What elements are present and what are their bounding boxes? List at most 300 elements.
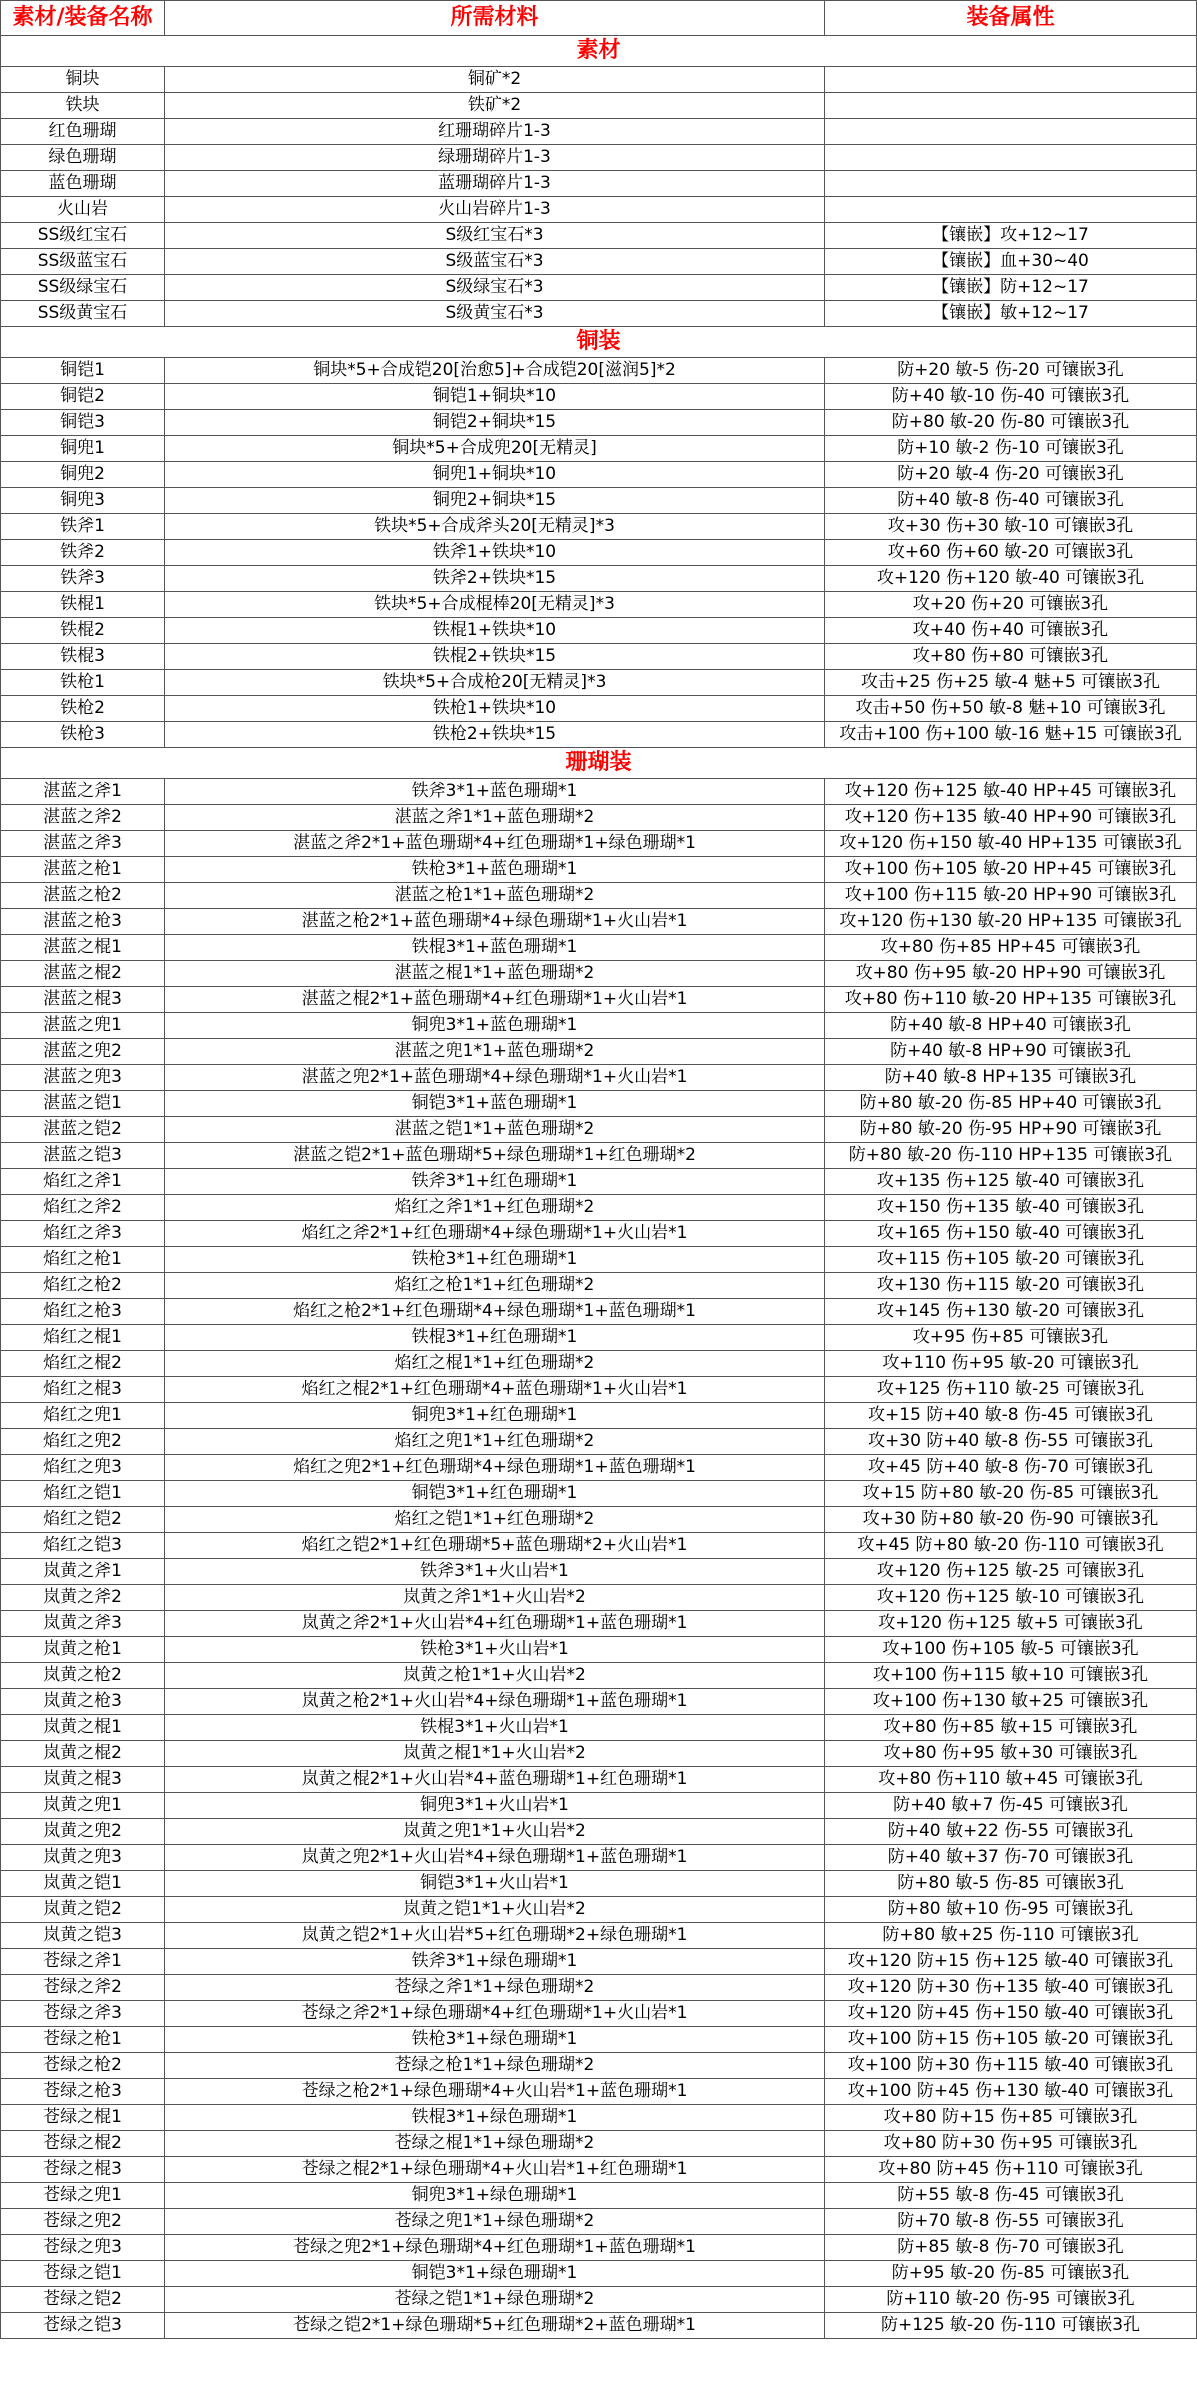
item-name-cell: 岚黄之斧1 — [1, 1559, 165, 1585]
table-row — [1, 1637, 1197, 1663]
table-row — [1, 514, 1197, 540]
table-row — [1, 2131, 1197, 2157]
table-row — [1, 1403, 1197, 1429]
item-name-cell: 苍绿之斧3 — [1, 2001, 165, 2027]
table-row — [1, 436, 1197, 462]
item-name-cell: 苍绿之棍2 — [1, 2131, 165, 2157]
item-name-cell: SS级绿宝石 — [1, 275, 165, 301]
table-row — [1, 883, 1197, 909]
materials-cell: 铜块*5+合成铠20[治愈5]+合成铠20[滋润5]*2 — [165, 358, 825, 384]
table-row — [1, 1507, 1197, 1533]
materials-cell: 铁斧1+铁块*10 — [165, 540, 825, 566]
attributes-cell: 防+80 敏-20 伤-85 HP+40 可镶嵌3孔 — [825, 1091, 1197, 1117]
attributes-cell: 防+20 敏-5 伤-20 可镶嵌3孔 — [825, 358, 1197, 384]
header-row — [1, 1, 1197, 36]
attributes-cell: 攻+80 伤+85 敏+15 可镶嵌3孔 — [825, 1715, 1197, 1741]
attributes-cell — [825, 93, 1197, 119]
materials-cell: 铁枪2+铁块*15 — [165, 722, 825, 748]
item-name-cell: 铜铠3 — [1, 410, 165, 436]
attributes-cell: 防+95 敏-20 伤-85 可镶嵌3孔 — [825, 2261, 1197, 2287]
materials-cell: 铁棍3*1+绿色珊瑚*1 — [165, 2105, 825, 2131]
item-name-cell: 铁枪3 — [1, 722, 165, 748]
table-row — [1, 2235, 1197, 2261]
materials-cell: S级绿宝石*3 — [165, 275, 825, 301]
item-name-cell: 岚黄之兜3 — [1, 1845, 165, 1871]
attributes-cell: 攻+120 防+45 伤+150 敏-40 可镶嵌3孔 — [825, 2001, 1197, 2027]
item-name-cell: 焰红之斧2 — [1, 1195, 165, 1221]
materials-cell: 苍绿之铠2*1+绿色珊瑚*5+红色珊瑚*2+蓝色珊瑚*1 — [165, 2313, 825, 2339]
materials-cell: 铜铠3*1+火山岩*1 — [165, 1871, 825, 1897]
item-name-cell: 火山岩 — [1, 197, 165, 223]
materials-cell: 铜铠3*1+蓝色珊瑚*1 — [165, 1091, 825, 1117]
table-row — [1, 1975, 1197, 2001]
materials-cell: 铁斧3*1+绿色珊瑚*1 — [165, 1949, 825, 1975]
table-row — [1, 779, 1197, 805]
table-row — [1, 2183, 1197, 2209]
attributes-cell: 【镶嵌】敏+12~17 — [825, 301, 1197, 327]
item-name-cell: 湛蓝之斧3 — [1, 831, 165, 857]
attributes-cell — [825, 145, 1197, 171]
section-row — [1, 36, 1197, 67]
table-row — [1, 145, 1197, 171]
attributes-cell: 攻+30 防+80 敏-20 伤-90 可镶嵌3孔 — [825, 1507, 1197, 1533]
table-row — [1, 1611, 1197, 1637]
attributes-cell: 防+80 敏+25 伤-110 可镶嵌3孔 — [825, 1923, 1197, 1949]
attributes-cell: 【镶嵌】防+12~17 — [825, 275, 1197, 301]
item-name-cell: 岚黄之铠1 — [1, 1871, 165, 1897]
attributes-cell: 攻+120 防+15 伤+125 敏-40 可镶嵌3孔 — [825, 1949, 1197, 1975]
materials-cell: 绿珊瑚碎片1-3 — [165, 145, 825, 171]
table-row — [1, 2001, 1197, 2027]
table-row — [1, 961, 1197, 987]
materials-cell: 苍绿之斧2*1+绿色珊瑚*4+红色珊瑚*1+火山岩*1 — [165, 2001, 825, 2027]
item-name-cell: 岚黄之斧2 — [1, 1585, 165, 1611]
materials-cell: 湛蓝之棍1*1+蓝色珊瑚*2 — [165, 961, 825, 987]
item-name-cell: 苍绿之枪2 — [1, 2053, 165, 2079]
materials-cell: 铁枪3*1+绿色珊瑚*1 — [165, 2027, 825, 2053]
item-name-cell: 铁斧3 — [1, 566, 165, 592]
materials-cell: S级黄宝石*3 — [165, 301, 825, 327]
materials-cell: 岚黄之斧2*1+火山岩*4+红色珊瑚*1+蓝色珊瑚*1 — [165, 1611, 825, 1637]
materials-cell: 岚黄之铠2*1+火山岩*5+红色珊瑚*2+绿色珊瑚*1 — [165, 1923, 825, 1949]
table-row — [1, 1533, 1197, 1559]
materials-cell: 焰红之枪2*1+红色珊瑚*4+绿色珊瑚*1+蓝色珊瑚*1 — [165, 1299, 825, 1325]
attributes-cell: 防+110 敏-20 伤-95 可镶嵌3孔 — [825, 2287, 1197, 2313]
table-row — [1, 1429, 1197, 1455]
materials-cell: 铜铠3*1+红色珊瑚*1 — [165, 1481, 825, 1507]
attributes-cell: 攻+110 伤+95 敏-20 可镶嵌3孔 — [825, 1351, 1197, 1377]
attributes-cell: 攻+80 防+15 伤+85 可镶嵌3孔 — [825, 2105, 1197, 2131]
attributes-cell: 【镶嵌】攻+12~17 — [825, 223, 1197, 249]
attributes-cell: 防+40 敏-10 伤-40 可镶嵌3孔 — [825, 384, 1197, 410]
item-name-cell: 苍绿之枪3 — [1, 2079, 165, 2105]
materials-cell: 红珊瑚碎片1-3 — [165, 119, 825, 145]
table-row — [1, 2287, 1197, 2313]
item-name-cell: 湛蓝之兜2 — [1, 1039, 165, 1065]
table-row — [1, 592, 1197, 618]
table-row — [1, 2261, 1197, 2287]
section-title: 铜装 — [1, 327, 1197, 358]
materials-cell: 焰红之棍2*1+红色珊瑚*4+蓝色珊瑚*1+火山岩*1 — [165, 1377, 825, 1403]
attributes-cell: 防+40 敏+37 伤-70 可镶嵌3孔 — [825, 1845, 1197, 1871]
item-name-cell: 湛蓝之枪2 — [1, 883, 165, 909]
table-row — [1, 1663, 1197, 1689]
table-row — [1, 1481, 1197, 1507]
table-row — [1, 2157, 1197, 2183]
materials-cell: 铁块*5+合成枪20[无精灵]*3 — [165, 670, 825, 696]
table-row — [1, 223, 1197, 249]
materials-cell: 湛蓝之斧2*1+蓝色珊瑚*4+红色珊瑚*1+绿色珊瑚*1 — [165, 831, 825, 857]
attributes-cell: 防+80 敏-20 伤-95 HP+90 可镶嵌3孔 — [825, 1117, 1197, 1143]
attributes-cell: 防+125 敏-20 伤-110 可镶嵌3孔 — [825, 2313, 1197, 2339]
materials-cell: 铁枪3*1+火山岩*1 — [165, 1637, 825, 1663]
item-name-cell: 岚黄之斧3 — [1, 1611, 165, 1637]
attributes-cell: 防+80 敏-20 伤-110 HP+135 可镶嵌3孔 — [825, 1143, 1197, 1169]
item-name-cell: 岚黄之枪2 — [1, 1663, 165, 1689]
table-row — [1, 1767, 1197, 1793]
table-row — [1, 1299, 1197, 1325]
table-row — [1, 566, 1197, 592]
materials-cell: 湛蓝之兜2*1+蓝色珊瑚*4+绿色珊瑚*1+火山岩*1 — [165, 1065, 825, 1091]
item-name-cell: 铁棍2 — [1, 618, 165, 644]
materials-cell: 岚黄之枪2*1+火山岩*4+绿色珊瑚*1+蓝色珊瑚*1 — [165, 1689, 825, 1715]
item-name-cell: 湛蓝之棍3 — [1, 987, 165, 1013]
item-name-cell: 铜块 — [1, 67, 165, 93]
table-row — [1, 2027, 1197, 2053]
table-row — [1, 1741, 1197, 1767]
item-name-cell: 铁枪1 — [1, 670, 165, 696]
table-row — [1, 1455, 1197, 1481]
item-name-cell: 湛蓝之棍1 — [1, 935, 165, 961]
header-name: 素材/装备名称 — [1, 1, 165, 36]
attributes-cell: 攻+165 伤+150 敏-40 可镶嵌3孔 — [825, 1221, 1197, 1247]
table-row — [1, 1325, 1197, 1351]
table-row — [1, 1091, 1197, 1117]
attributes-cell: 防+40 敏-8 HP+135 可镶嵌3孔 — [825, 1065, 1197, 1091]
item-name-cell: 铜铠2 — [1, 384, 165, 410]
table-row — [1, 2209, 1197, 2235]
section-title: 珊瑚装 — [1, 748, 1197, 779]
materials-cell: 湛蓝之铠2*1+蓝色珊瑚*5+绿色珊瑚*1+红色珊瑚*2 — [165, 1143, 825, 1169]
item-name-cell: 苍绿之铠1 — [1, 2261, 165, 2287]
materials-cell: 岚黄之兜2*1+火山岩*4+绿色珊瑚*1+蓝色珊瑚*1 — [165, 1845, 825, 1871]
item-name-cell: 焰红之枪2 — [1, 1273, 165, 1299]
attributes-cell: 攻+60 伤+60 敏-20 可镶嵌3孔 — [825, 540, 1197, 566]
item-name-cell: 焰红之兜2 — [1, 1429, 165, 1455]
table-row — [1, 1923, 1197, 1949]
section-row — [1, 748, 1197, 779]
materials-cell: 焰红之铠1*1+红色珊瑚*2 — [165, 1507, 825, 1533]
attributes-cell: 攻击+50 伤+50 敏-8 魅+10 可镶嵌3孔 — [825, 696, 1197, 722]
table-row — [1, 644, 1197, 670]
table-row — [1, 987, 1197, 1013]
table-row — [1, 909, 1197, 935]
attributes-cell: 防+70 敏-8 伤-55 可镶嵌3孔 — [825, 2209, 1197, 2235]
table-row — [1, 67, 1197, 93]
materials-cell: 苍绿之兜1*1+绿色珊瑚*2 — [165, 2209, 825, 2235]
table-row — [1, 93, 1197, 119]
item-name-cell: 铁枪2 — [1, 696, 165, 722]
item-name-cell: 岚黄之棍3 — [1, 1767, 165, 1793]
materials-cell: 湛蓝之斧1*1+蓝色珊瑚*2 — [165, 805, 825, 831]
materials-cell: 铜矿*2 — [165, 67, 825, 93]
table-row — [1, 618, 1197, 644]
item-name-cell: 湛蓝之兜3 — [1, 1065, 165, 1091]
attributes-cell: 攻+120 伤+125 敏-10 可镶嵌3孔 — [825, 1585, 1197, 1611]
table-row — [1, 197, 1197, 223]
attributes-cell: 攻+80 伤+80 可镶嵌3孔 — [825, 644, 1197, 670]
materials-cell: 铜块*5+合成兜20[无精灵] — [165, 436, 825, 462]
materials-cell: 铁棍3*1+火山岩*1 — [165, 1715, 825, 1741]
attributes-cell: 攻+135 伤+125 敏-40 可镶嵌3孔 — [825, 1169, 1197, 1195]
attributes-cell: 攻+15 防+40 敏-8 伤-45 可镶嵌3孔 — [825, 1403, 1197, 1429]
table-row — [1, 488, 1197, 514]
attributes-cell: 攻+150 伤+135 敏-40 可镶嵌3孔 — [825, 1195, 1197, 1221]
materials-cell: 铁斧3*1+火山岩*1 — [165, 1559, 825, 1585]
table-row — [1, 1013, 1197, 1039]
item-name-cell: 岚黄之棍1 — [1, 1715, 165, 1741]
attributes-cell: 攻击+100 伤+100 敏-16 魅+15 可镶嵌3孔 — [825, 722, 1197, 748]
attributes-cell: 攻+120 伤+125 敏+5 可镶嵌3孔 — [825, 1611, 1197, 1637]
table-row — [1, 301, 1197, 327]
attributes-cell: 攻+125 伤+110 敏-25 可镶嵌3孔 — [825, 1377, 1197, 1403]
item-name-cell: 焰红之枪3 — [1, 1299, 165, 1325]
attributes-cell — [825, 67, 1197, 93]
item-name-cell: 苍绿之铠3 — [1, 2313, 165, 2339]
table-row — [1, 540, 1197, 566]
attributes-cell: 攻+130 伤+115 敏-20 可镶嵌3孔 — [825, 1273, 1197, 1299]
table-row — [1, 1195, 1197, 1221]
materials-cell: 焰红之枪1*1+红色珊瑚*2 — [165, 1273, 825, 1299]
materials-cell: 铁枪1+铁块*10 — [165, 696, 825, 722]
item-name-cell: 岚黄之铠2 — [1, 1897, 165, 1923]
attributes-cell: 防+80 敏-20 伤-80 可镶嵌3孔 — [825, 410, 1197, 436]
table-row — [1, 1689, 1197, 1715]
attributes-cell: 攻+30 防+40 敏-8 伤-55 可镶嵌3孔 — [825, 1429, 1197, 1455]
item-name-cell: 苍绿之枪1 — [1, 2027, 165, 2053]
materials-cell: 苍绿之枪2*1+绿色珊瑚*4+火山岩*1+蓝色珊瑚*1 — [165, 2079, 825, 2105]
attributes-cell: 攻+120 伤+135 敏-40 HP+90 可镶嵌3孔 — [825, 805, 1197, 831]
item-name-cell: 焰红之棍2 — [1, 1351, 165, 1377]
table-row — [1, 1039, 1197, 1065]
attributes-cell: 攻+100 防+45 伤+130 敏-40 可镶嵌3孔 — [825, 2079, 1197, 2105]
materials-cell: 湛蓝之枪1*1+蓝色珊瑚*2 — [165, 883, 825, 909]
item-name-cell: 湛蓝之斧2 — [1, 805, 165, 831]
item-name-cell: 苍绿之兜2 — [1, 2209, 165, 2235]
attributes-cell: 防+40 敏-8 HP+40 可镶嵌3孔 — [825, 1013, 1197, 1039]
attributes-cell: 防+40 敏+22 伤-55 可镶嵌3孔 — [825, 1819, 1197, 1845]
item-name-cell: 焰红之铠2 — [1, 1507, 165, 1533]
attributes-cell: 【镶嵌】血+30~40 — [825, 249, 1197, 275]
table-row — [1, 1065, 1197, 1091]
table-row — [1, 1143, 1197, 1169]
attributes-cell: 攻+145 伤+130 敏-20 可镶嵌3孔 — [825, 1299, 1197, 1325]
table-row — [1, 1715, 1197, 1741]
materials-cell: 苍绿之斧1*1+绿色珊瑚*2 — [165, 1975, 825, 2001]
item-name-cell: 焰红之斧3 — [1, 1221, 165, 1247]
materials-cell: 岚黄之棍2*1+火山岩*4+蓝色珊瑚*1+红色珊瑚*1 — [165, 1767, 825, 1793]
item-name-cell: 苍绿之棍3 — [1, 2157, 165, 2183]
materials-cell: 铁棍3*1+红色珊瑚*1 — [165, 1325, 825, 1351]
item-name-cell: 铁棍1 — [1, 592, 165, 618]
attributes-cell: 防+55 敏-8 伤-45 可镶嵌3孔 — [825, 2183, 1197, 2209]
attributes-cell: 防+80 敏+10 伤-95 可镶嵌3孔 — [825, 1897, 1197, 1923]
attributes-cell: 防+40 敏-8 HP+90 可镶嵌3孔 — [825, 1039, 1197, 1065]
attributes-cell: 攻+20 伤+20 可镶嵌3孔 — [825, 592, 1197, 618]
materials-cell: 铁块*5+合成斧头20[无精灵]*3 — [165, 514, 825, 540]
materials-cell: 铁斧3*1+红色珊瑚*1 — [165, 1169, 825, 1195]
header-materials: 所需材料 — [165, 1, 825, 36]
materials-cell: 铜兜3*1+红色珊瑚*1 — [165, 1403, 825, 1429]
table-row — [1, 1273, 1197, 1299]
materials-cell: 湛蓝之兜1*1+蓝色珊瑚*2 — [165, 1039, 825, 1065]
item-name-cell: 铁斧1 — [1, 514, 165, 540]
attributes-cell: 攻击+25 伤+25 敏-4 魅+5 可镶嵌3孔 — [825, 670, 1197, 696]
materials-cell: 铜铠2+铜块*15 — [165, 410, 825, 436]
table-row — [1, 670, 1197, 696]
materials-cell: 焰红之棍1*1+红色珊瑚*2 — [165, 1351, 825, 1377]
item-name-cell: 焰红之棍3 — [1, 1377, 165, 1403]
item-name-cell: 湛蓝之铠3 — [1, 1143, 165, 1169]
attributes-cell: 防+80 敏-5 伤-85 可镶嵌3孔 — [825, 1871, 1197, 1897]
item-name-cell: 铜兜3 — [1, 488, 165, 514]
table-row — [1, 935, 1197, 961]
materials-cell: 岚黄之斧1*1+火山岩*2 — [165, 1585, 825, 1611]
materials-cell: 铁棍3*1+蓝色珊瑚*1 — [165, 935, 825, 961]
table-row — [1, 696, 1197, 722]
table-row — [1, 249, 1197, 275]
attributes-cell: 攻+120 伤+125 敏-40 HP+45 可镶嵌3孔 — [825, 779, 1197, 805]
attributes-cell: 攻+80 伤+85 HP+45 可镶嵌3孔 — [825, 935, 1197, 961]
materials-cell: 蓝珊瑚碎片1-3 — [165, 171, 825, 197]
table-row — [1, 1793, 1197, 1819]
table-row — [1, 831, 1197, 857]
materials-cell: 铁枪3*1+红色珊瑚*1 — [165, 1247, 825, 1273]
table-row — [1, 1377, 1197, 1403]
materials-cell: 苍绿之兜2*1+绿色珊瑚*4+红色珊瑚*1+蓝色珊瑚*1 — [165, 2235, 825, 2261]
table-row — [1, 1221, 1197, 1247]
item-name-cell: 铜铠1 — [1, 358, 165, 384]
item-name-cell: 铜兜1 — [1, 436, 165, 462]
table-row — [1, 462, 1197, 488]
materials-cell: 苍绿之枪1*1+绿色珊瑚*2 — [165, 2053, 825, 2079]
table-row — [1, 1247, 1197, 1273]
item-name-cell: 铁棍3 — [1, 644, 165, 670]
table-row — [1, 410, 1197, 436]
materials-cell: 湛蓝之棍2*1+蓝色珊瑚*4+红色珊瑚*1+火山岩*1 — [165, 987, 825, 1013]
attributes-cell: 攻+15 防+80 敏-20 伤-85 可镶嵌3孔 — [825, 1481, 1197, 1507]
table-row — [1, 119, 1197, 145]
materials-cell: 铁棍2+铁块*15 — [165, 644, 825, 670]
item-name-cell: 岚黄之兜2 — [1, 1819, 165, 1845]
materials-cell: 火山岩碎片1-3 — [165, 197, 825, 223]
attributes-cell: 攻+80 伤+95 敏+30 可镶嵌3孔 — [825, 1741, 1197, 1767]
attributes-cell: 攻+80 防+45 伤+110 可镶嵌3孔 — [825, 2157, 1197, 2183]
item-name-cell: 苍绿之铠2 — [1, 2287, 165, 2313]
materials-cell: 铁矿*2 — [165, 93, 825, 119]
table-row — [1, 275, 1197, 301]
table-row — [1, 1949, 1197, 1975]
materials-cell: 苍绿之铠1*1+绿色珊瑚*2 — [165, 2287, 825, 2313]
materials-cell: 铁斧2+铁块*15 — [165, 566, 825, 592]
item-name-cell: 湛蓝之枪1 — [1, 857, 165, 883]
item-name-cell: 焰红之兜1 — [1, 1403, 165, 1429]
attributes-cell: 攻+45 防+80 敏-20 伤-110 可镶嵌3孔 — [825, 1533, 1197, 1559]
table-row — [1, 1585, 1197, 1611]
item-name-cell: 苍绿之兜3 — [1, 2235, 165, 2261]
attributes-cell — [825, 197, 1197, 223]
item-name-cell: 苍绿之棍1 — [1, 2105, 165, 2131]
table-row — [1, 2079, 1197, 2105]
table-row — [1, 358, 1197, 384]
materials-cell: 岚黄之兜1*1+火山岩*2 — [165, 1819, 825, 1845]
attributes-cell: 攻+80 伤+110 敏+45 可镶嵌3孔 — [825, 1767, 1197, 1793]
item-name-cell: 湛蓝之枪3 — [1, 909, 165, 935]
item-name-cell: 蓝色珊瑚 — [1, 171, 165, 197]
attributes-cell: 防+10 敏-2 伤-10 可镶嵌3孔 — [825, 436, 1197, 462]
table-row — [1, 1169, 1197, 1195]
table-row — [1, 1117, 1197, 1143]
item-name-cell: 铁块 — [1, 93, 165, 119]
table-row — [1, 2105, 1197, 2131]
section-row — [1, 327, 1197, 358]
materials-cell: S级蓝宝石*3 — [165, 249, 825, 275]
item-name-cell: 焰红之枪1 — [1, 1247, 165, 1273]
materials-cell: 湛蓝之铠1*1+蓝色珊瑚*2 — [165, 1117, 825, 1143]
attributes-cell: 防+20 敏-4 伤-20 可镶嵌3孔 — [825, 462, 1197, 488]
item-name-cell: 岚黄之铠3 — [1, 1923, 165, 1949]
materials-cell: 岚黄之棍1*1+火山岩*2 — [165, 1741, 825, 1767]
item-name-cell: 焰红之兜3 — [1, 1455, 165, 1481]
item-name-cell: SS级蓝宝石 — [1, 249, 165, 275]
attributes-cell: 攻+100 伤+105 敏-5 可镶嵌3孔 — [825, 1637, 1197, 1663]
item-name-cell: 苍绿之斧1 — [1, 1949, 165, 1975]
item-name-cell: 岚黄之兜1 — [1, 1793, 165, 1819]
item-name-cell: 焰红之铠3 — [1, 1533, 165, 1559]
attributes-cell: 攻+100 伤+115 敏+10 可镶嵌3孔 — [825, 1663, 1197, 1689]
materials-cell: S级红宝石*3 — [165, 223, 825, 249]
item-name-cell: 岚黄之枪3 — [1, 1689, 165, 1715]
item-name-cell: 焰红之斧1 — [1, 1169, 165, 1195]
table-row — [1, 1897, 1197, 1923]
attributes-cell: 攻+120 伤+150 敏-40 HP+135 可镶嵌3孔 — [825, 831, 1197, 857]
attributes-cell: 攻+100 伤+105 敏-20 HP+45 可镶嵌3孔 — [825, 857, 1197, 883]
materials-cell: 岚黄之铠1*1+火山岩*2 — [165, 1897, 825, 1923]
attributes-cell: 攻+115 伤+105 敏-20 可镶嵌3孔 — [825, 1247, 1197, 1273]
item-name-cell: 湛蓝之兜1 — [1, 1013, 165, 1039]
materials-cell: 铁斧3*1+蓝色珊瑚*1 — [165, 779, 825, 805]
materials-cell: 铁枪3*1+蓝色珊瑚*1 — [165, 857, 825, 883]
attributes-cell — [825, 119, 1197, 145]
materials-cell: 焰红之铠2*1+红色珊瑚*5+蓝色珊瑚*2+火山岩*1 — [165, 1533, 825, 1559]
materials-cell: 湛蓝之枪2*1+蓝色珊瑚*4+绿色珊瑚*1+火山岩*1 — [165, 909, 825, 935]
table-row — [1, 722, 1197, 748]
attributes-cell: 攻+120 防+30 伤+135 敏-40 可镶嵌3孔 — [825, 1975, 1197, 2001]
materials-cell: 铜兜1+铜块*10 — [165, 462, 825, 488]
item-name-cell: 红色珊瑚 — [1, 119, 165, 145]
section-title: 素材 — [1, 36, 1197, 67]
item-name-cell: 湛蓝之铠1 — [1, 1091, 165, 1117]
attributes-cell: 防+85 敏-8 伤-70 可镶嵌3孔 — [825, 2235, 1197, 2261]
materials-cell: 苍绿之棍2*1+绿色珊瑚*4+火山岩*1+红色珊瑚*1 — [165, 2157, 825, 2183]
item-name-cell: SS级黄宝石 — [1, 301, 165, 327]
attributes-cell — [825, 171, 1197, 197]
attributes-cell: 攻+100 伤+130 敏+25 可镶嵌3孔 — [825, 1689, 1197, 1715]
item-name-cell: 焰红之铠1 — [1, 1481, 165, 1507]
table-row — [1, 171, 1197, 197]
item-name-cell: 焰红之棍1 — [1, 1325, 165, 1351]
header-attributes: 装备属性 — [825, 1, 1197, 36]
